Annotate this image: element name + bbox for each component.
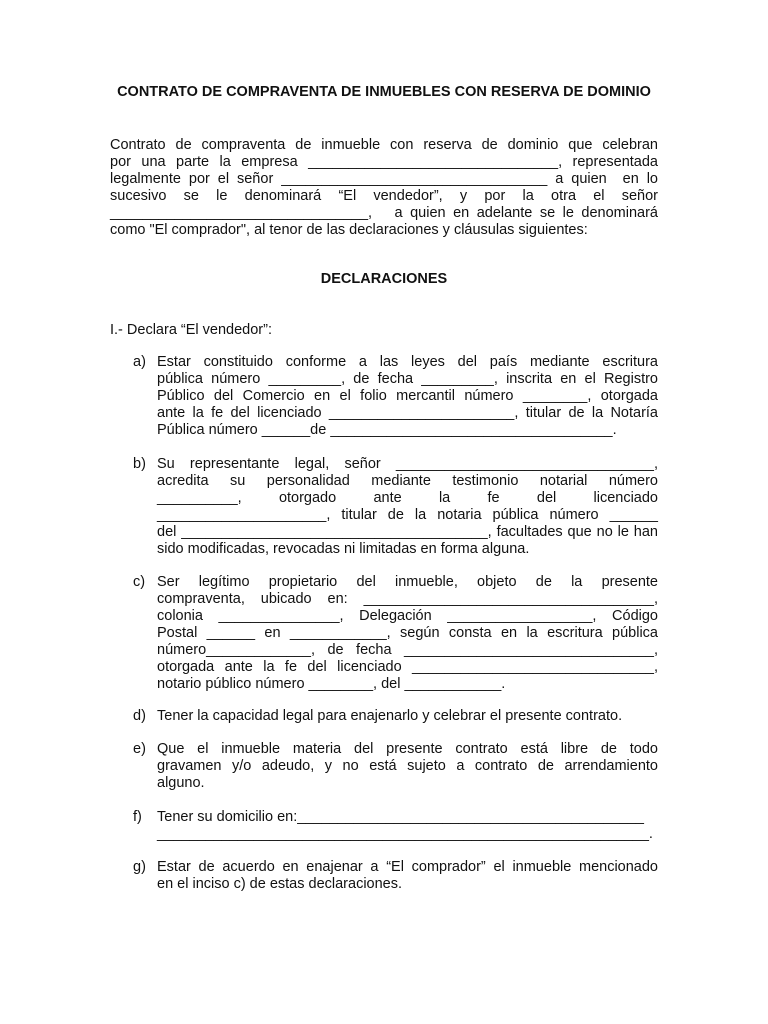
item-line: Público del Comercio en el folio mercantil número ________, otorgada: [157, 388, 658, 404]
item-body: [157, 456, 658, 558]
item-line: Estar de acuerdo en enajenar a “El comprador” el inmueble mencionado: [157, 859, 658, 875]
intro-line: como "El comprador", al tenor de las declaraciones y cláusulas siguientes:: [110, 222, 588, 238]
item-line: notario público número ________, del ____________.: [157, 676, 506, 692]
item-line: número_____________, de fecha _______________________________,: [157, 642, 658, 658]
item-marker: g): [133, 859, 146, 875]
item-body: [157, 354, 658, 439]
item-line: _____________________________________________________________.: [157, 826, 653, 842]
item-line: Ser legítimo propietario del inmueble, objeto de la presente: [157, 574, 658, 590]
item-line: acredita su personalidad mediante testimonio notarial número: [157, 473, 658, 489]
item-line: Tener la capacidad legal para enajenarlo y celebrar el presente contrato.: [157, 708, 623, 724]
item-marker: c): [133, 574, 146, 590]
item-line: Estar constituido conforme a las leyes del país mediante escritura: [157, 354, 658, 370]
item-marker: e): [133, 741, 146, 757]
item-line: Pública número ______de ___________________________________.: [157, 422, 617, 438]
intro-line: por una parte la empresa _______________________________, representada: [110, 154, 658, 170]
item-body: [157, 859, 658, 893]
item-line: __________, otorgado ante la fe del licenciado: [157, 490, 658, 506]
item-body: [157, 574, 658, 693]
item-marker: b): [133, 456, 146, 472]
item-body: [157, 741, 658, 792]
intro-line: ________________________________, a quien en adelante se le denominará: [110, 205, 658, 221]
item-line: Postal ______ en ____________, según consta en la escritura pública: [157, 625, 658, 641]
document-title: CONTRATO DE COMPRAVENTA DE INMUEBLES CON RESERVA DE DOMINIO: [117, 84, 651, 100]
intro-line: sucesivo se le denominará “El vendedor”, y por la otra el señor: [110, 188, 658, 204]
item-line: alguno.: [157, 775, 205, 791]
vendor-declaration-heading: I.- Declara “El vendedor”:: [110, 322, 272, 338]
intro-line: legalmente por el señor _________________________________ a quien en lo: [110, 171, 658, 187]
item-line: _____________________, titular de la notaria pública número ______: [157, 507, 658, 523]
item-line: gravamen y/o adeudo, y no está sujeto a contrato de arrendamiento: [157, 758, 658, 774]
item-line: compraventa, ubicado en: ____________________________________,: [157, 591, 658, 607]
item-marker: d): [133, 708, 146, 724]
item-line: Tener su domicilio en:___________________________________________: [157, 809, 644, 825]
item-line: en el inciso c) de estas declaraciones.: [157, 876, 403, 892]
item-line: del ______________________________________, facultades que no le han: [157, 524, 658, 540]
item-line: otorgada ante la fe del licenciado ______________________________,: [157, 659, 658, 675]
item-line: Que el inmueble materia del presente contrato está libre de todo: [157, 741, 658, 757]
item-line: ante la fe del licenciado _______________________, titular de la Notaría: [157, 405, 658, 421]
item-body: [157, 708, 658, 725]
item-line: sido modificadas, revocadas ni limitadas en forma alguna.: [157, 541, 530, 557]
item-line: Su representante legal, señor ________________________________,: [157, 456, 658, 472]
item-line: colonia _______________, Delegación __________________, Código: [157, 608, 658, 624]
intro-paragraph: [110, 137, 658, 239]
item-marker: a): [133, 354, 146, 370]
item-line: pública número _________, de fecha _________, inscrita en el Registro: [157, 371, 658, 387]
item-body: [157, 809, 658, 843]
item-marker: f): [133, 809, 142, 825]
intro-line: Contrato de compraventa de inmueble con reserva de dominio que celebran: [110, 137, 658, 153]
declarations-heading: DECLARACIONES: [320, 271, 448, 287]
